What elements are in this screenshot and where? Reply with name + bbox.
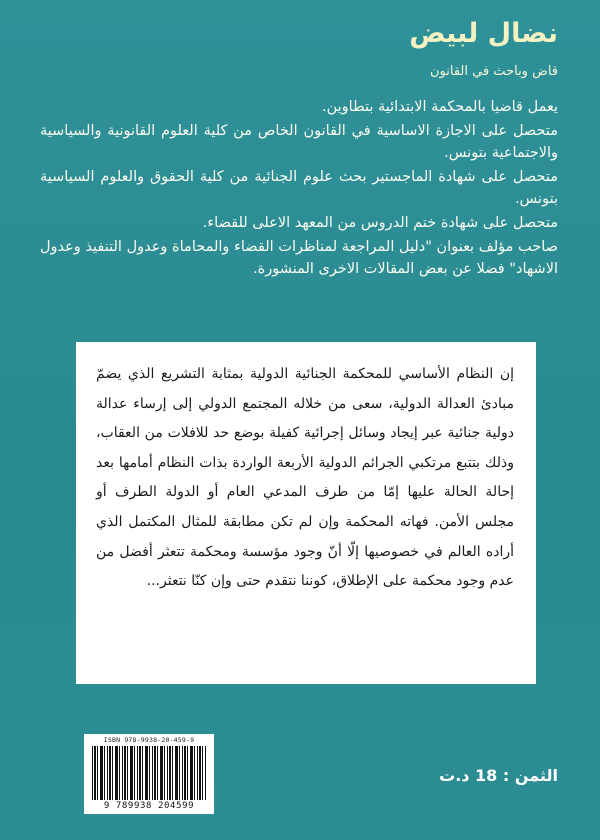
price-text: الثمن : 18 د.ت <box>439 766 558 785</box>
bio-line: صاحب مؤلف بعنوان "دليل المراجعة لمناظرات القضاء والمحاماة وعدول التنفيذ وعدول الاشهاد" فضلا عن بعض المقالات الاخرى المنشورة. <box>40 239 558 277</box>
excerpt-box <box>76 342 536 684</box>
barcode-number: 9 789938 204599 <box>103 801 195 811</box>
bio-line: متحصل على شهادة الماجستير بحث علوم الجنائية من كلية الحقوق والعلوم السياسية بتونس. <box>40 169 558 207</box>
price-label <box>439 766 558 785</box>
bio-line: متحصل على الاجازة الاساسية في القانون الخاص من كلية العلوم القانونية والسياسية والاجتماعية بتونس. <box>40 123 558 161</box>
bio-line: متحصل على شهادة ختم الدروس من المعهد الاعلى للقضاء. <box>202 215 558 231</box>
barcode-bars <box>92 746 206 800</box>
author-bio <box>40 96 558 282</box>
author-name: نضال لبيض <box>409 18 558 49</box>
excerpt-text: إن النظام الأساسي للمحكمة الجنائية الدولية بمثابة التشريع الذي يضمّ مبادئ العدالة الدولية، سعى من خلاله المجتمع الدولي إلى إرساء عدالة دولية جنائية عبر إيجاد وسائل إجرائية كفيلة بوضع حد للافلات من العقاب، وذلك بتتبع مرتكبي الجرائم الدولية الأربعة الواردة بذات النظام أمامها بعد إحالة الحالة عليها إمّا من طرف المدعي العام أو الدولة الطرف أو مجلس الأمن. فهاته المحكمة وإن لم تكن مطابقة للمثال المكتمل الذي أراده العالم في خصوصيها إلّا أنّ وجود مؤسسة ومحكمة تتعثر أفضل من عدم وجود محكمة على الإطلاق، كوننا نتقدم حتى وإن كنّا نتعثر... <box>96 366 514 590</box>
barcode <box>84 734 214 814</box>
author-title: قاض وباحث في القانون <box>430 64 558 79</box>
bio-line: يعمل قاضيا بالمحكمة الابتدائية بتطاوين. <box>321 99 558 115</box>
isbn-label: ISBN 978-9938-20-459-9 <box>103 736 195 744</box>
